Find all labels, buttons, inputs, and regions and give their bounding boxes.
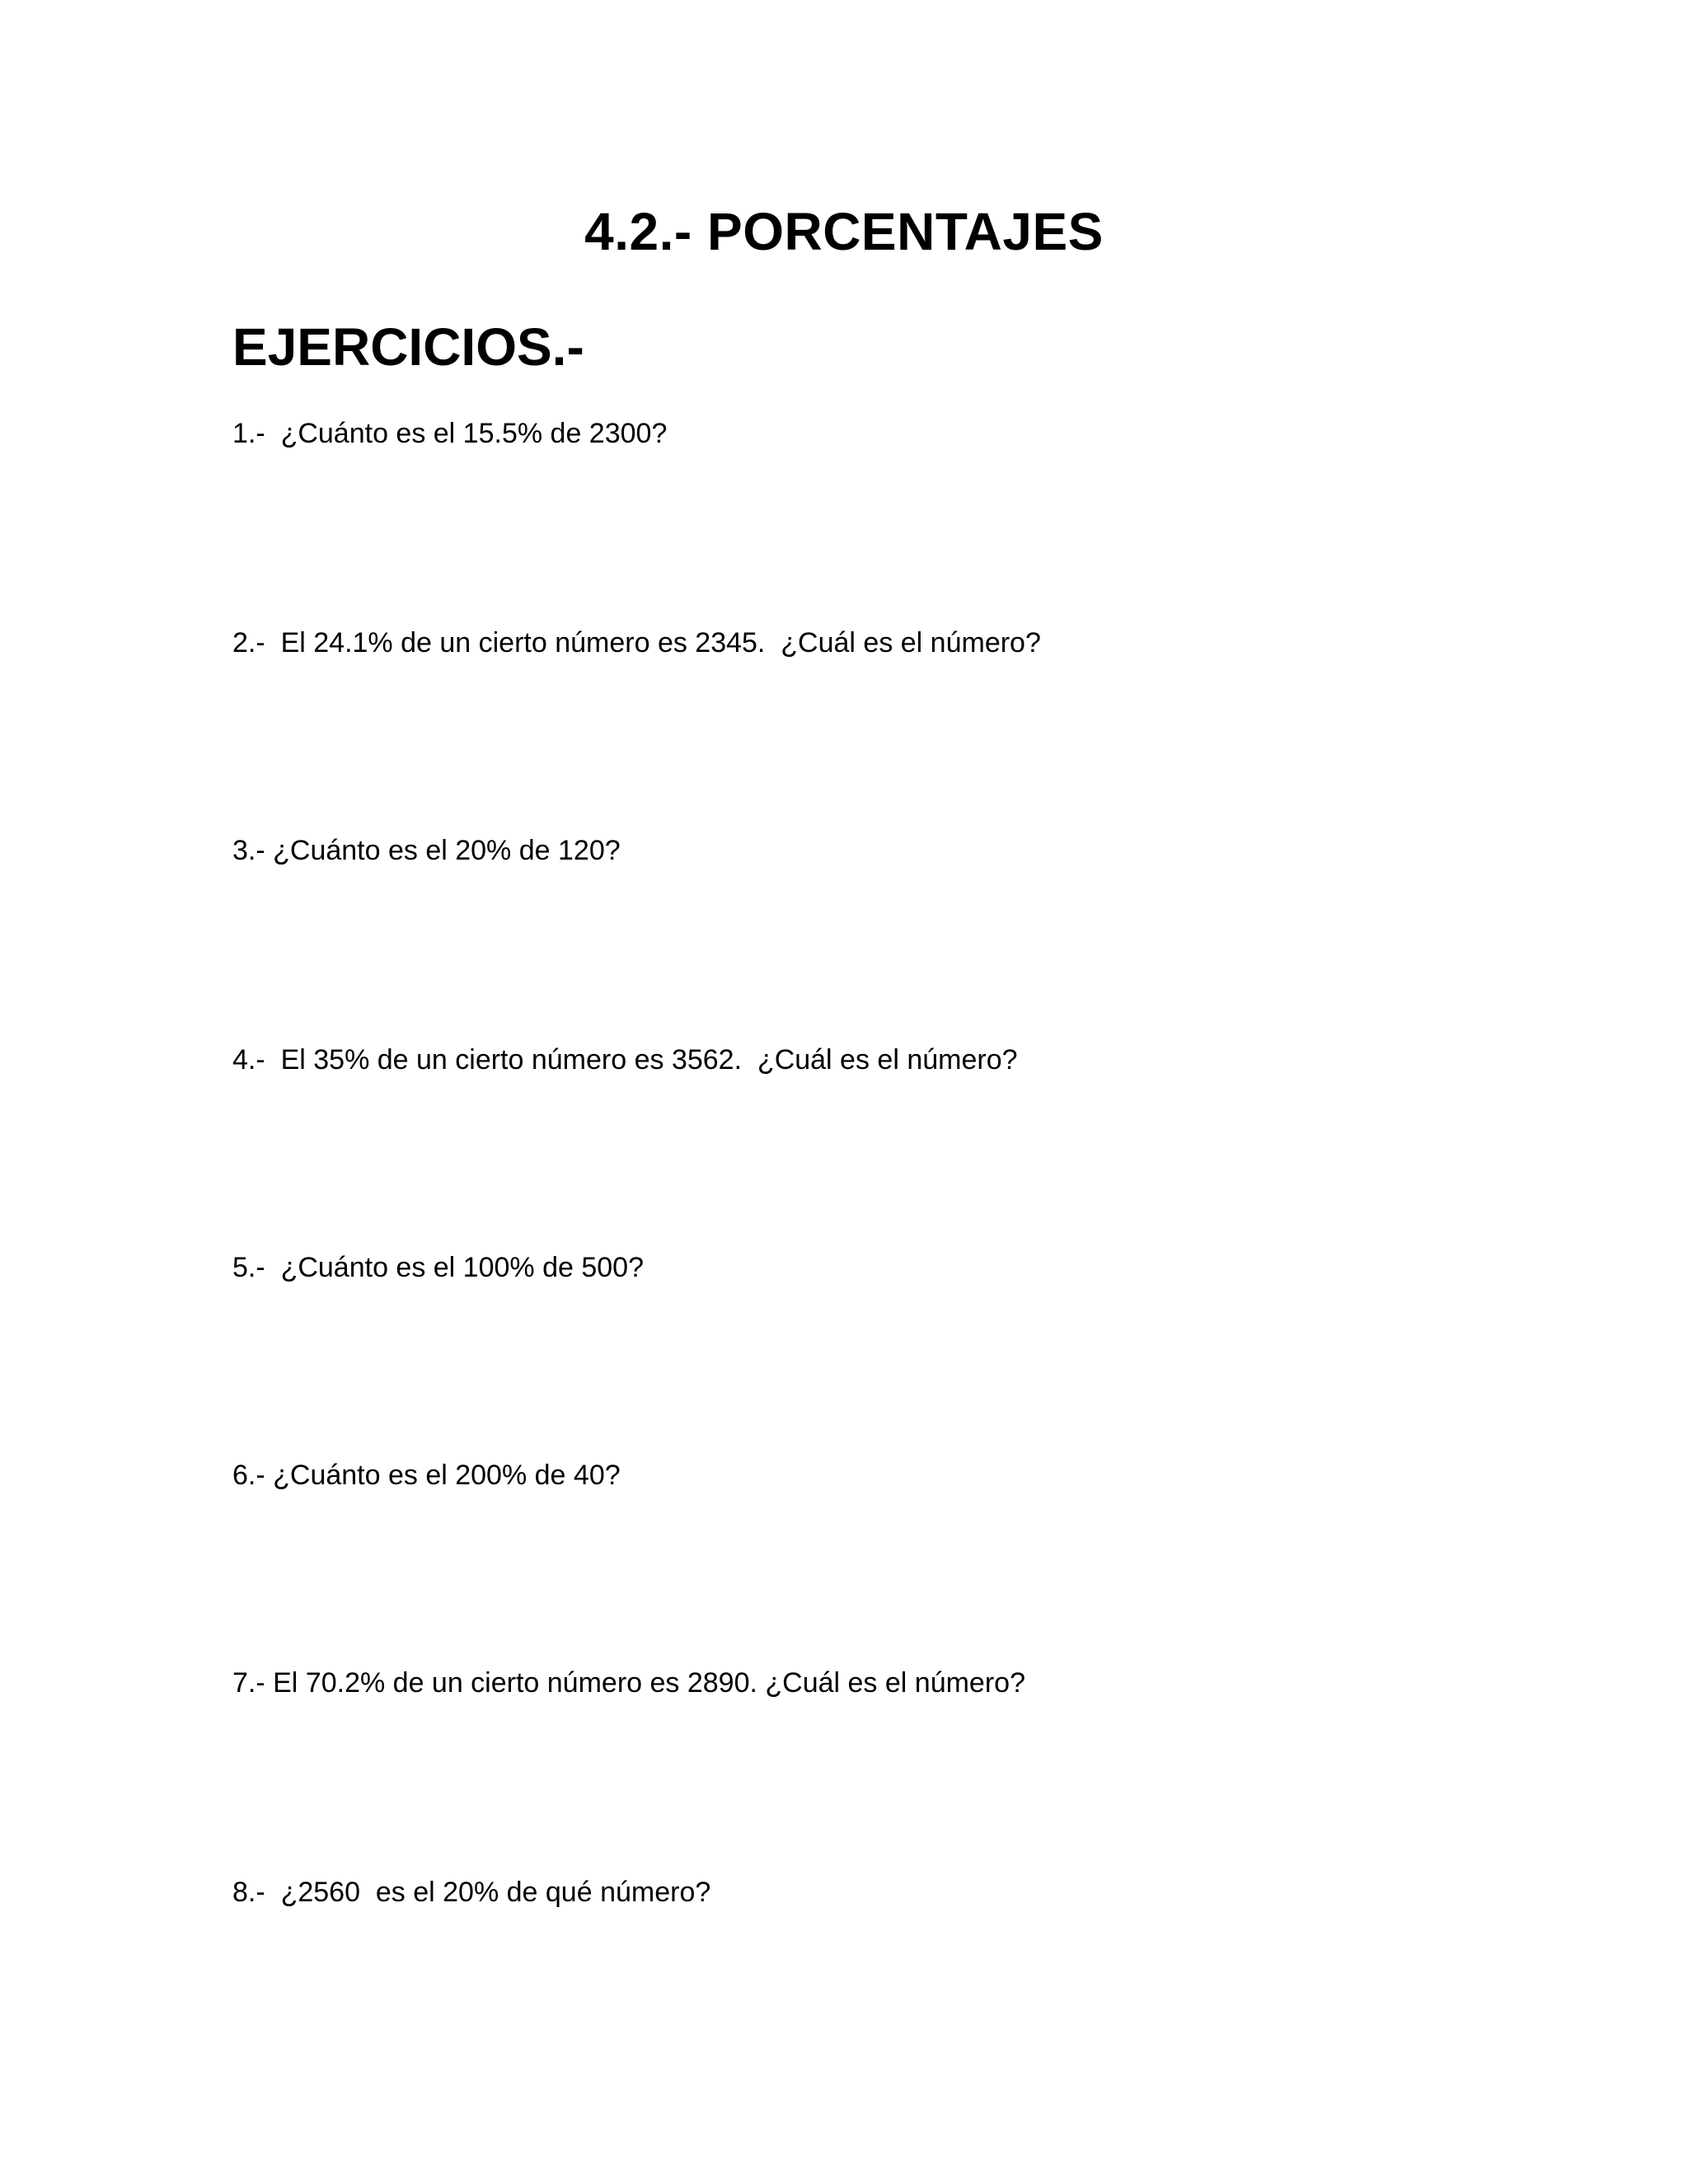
exercise-item: 6.- ¿Cuánto es el 200% de 40? <box>232 1460 621 1491</box>
page-title: 4.2.- PORCENTAJES <box>584 202 1104 261</box>
exercise-item: 3.- ¿Cuánto es el 20% de 120? <box>232 835 621 866</box>
exercise-item: 8.- ¿2560 es el 20% de qué número? <box>232 1877 711 1908</box>
exercise-item: 5.- ¿Cuánto es el 100% de 500? <box>232 1252 644 1283</box>
exercise-item: 4.- El 35% de un cierto número es 3562. ¿Cuál es el número? <box>232 1044 1018 1076</box>
section-heading: EJERCICIOS.- <box>232 317 584 377</box>
exercise-item: 2.- El 24.1% de un cierto número es 2345. ¿Cuál es el número? <box>232 627 1041 658</box>
exercise-item: 7.- El 70.2% de un cierto número es 2890. ¿Cuál es el número? <box>232 1667 1025 1699</box>
exercise-item: 1.- ¿Cuánto es el 15.5% de 2300? <box>232 418 668 449</box>
